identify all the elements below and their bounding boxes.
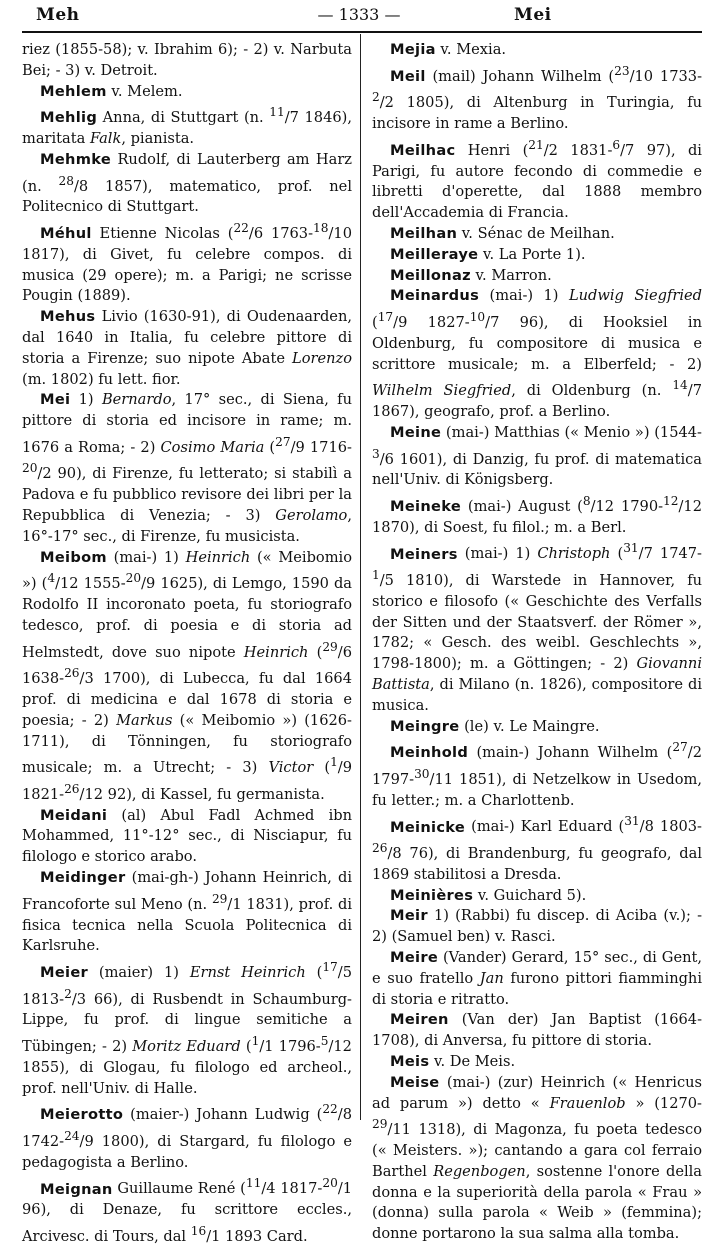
dictionary-entry [22,868,352,957]
page-number: — 1333 — [317,5,401,24]
entry-body: riez (1855-58); v. Ibrahim 6); - 2) v. Narbuta Bei; - 3) v. Detroit. [22,41,352,79]
entry-headword: Meir [390,907,428,925]
dictionary-entry [22,40,352,82]
entry-headword: Mehus [40,308,96,326]
right-column [372,40,702,1245]
dictionary-entry [22,1099,352,1173]
entry-body: v. Melem. [106,82,183,100]
entry-body: (Vander) Gerard, 15° sec., di Gent, e suo fratello Jan furono pittori fiamminghi di storia e ritratto. [372,949,702,1008]
dictionary-entry [22,307,352,390]
header-rule [22,31,702,33]
entry-headword: Meinhold [390,744,469,762]
entry-body: v. De Meis. [429,1053,516,1071]
dictionary-entry [22,548,352,806]
entry-body: (mai-) (zur) Heinrich (« Henricus ad parum ») detto « Frauenlob » (1270-$^{29}$/11 1318), di Magonza, fu poeta tedesco (« Meisters. »); cantando a gara col ferraio Barthel Regenbogen, sostenne l'onore della donna e la superiorità della parola « Frau » (donna) sulla parola « Weib » (femmina); donne portarono la sua salma alla tomba. [372,1073,702,1243]
entry-headword: Meil [390,67,426,85]
dictionary-entry [22,1174,352,1248]
dictionary-entry [22,82,352,103]
dictionary-entry [372,539,702,717]
entry-body: (mai-) Matthias (« Menio ») (1544-$^3$/6 1601), di Danzig, fu prof. di matematica nell'Univ. di Königsberg. [372,423,702,489]
dictionary-entry [372,40,702,61]
dictionary-entry [372,1073,702,1245]
entry-body: (maier) 1) Ernst Heinrich ($^{17}$/5 1813-$^2$/3 66), di Rusbendt in Schaumburg-Lippe, fu prof. di lingue semitiche a Tübingen; - 2) Moritz Eduard ($^1$/1 1796-$^5$/12 1855), di Glogau, fu filologo ed archeol., prof. nell'Univ. di Halle. [22,960,352,1097]
entry-body: Livio (1630-91), di Oudenaarden, dal 1640 in Italia, fu celebre pittore di storia a Firenze; suo nipote Abate Lorenzo (m. 1802) fu lett. fior. [22,308,352,388]
entry-body: (mail) Johann Wilhelm ($^{23}$/10 1733-$^2$/2 1805), di Altenburg in Turingia, fu incisore in rame a Berlino. [372,63,702,133]
page-header [0,0,718,32]
entry-body: Etienne Nicolas ($^{22}$/6 1763-$^{18}$/10 1817), di Givet, fu celebre compos. di musica (29 opere); m. a Parigi; ne scrisse Pougin (1889). [22,221,352,305]
entry-body: v. Guichard 5). [473,886,587,904]
entry-headword: Meise [390,1073,440,1091]
dictionary-entry [372,886,702,907]
entry-headword: Meier [40,963,89,981]
left-column [22,40,352,1248]
entry-body: v. Marron. [470,266,552,284]
entry-body: (Van der) Jan Baptist (1664-1708), di Anversa, fu pittore di storia. [372,1011,702,1050]
entry-headword: Meire [390,949,439,967]
dictionary-entry [372,812,702,886]
entry-headword: Meine [390,423,442,441]
dictionary-entry [22,102,352,149]
entry-headword: Meineke [390,497,462,515]
entry-headword: Meinières [390,886,474,904]
entry-body: (mai-) 1) Heinrich (« Meibomio ») ($^4$/12 1555-$^{20}$/9 1625), di Lemgo, 1590 da Rodolfo II incoronato poeta, fu storiografo tedesco, prof. di poesia e di storia ad Helmstedt, dove suo nipote Heinrich ($^{29}$/6 1638-$^{26}$/3 1700), di Lubecca, fu dal 1664 prof. di medicina e dal 1678 di storia e poesia; - 2) Markus (« Meibomio ») (1626-1711), di Tönningen, fu storiografo musicale; m. a Utrecht; - 3) Victor ($^1$/9 1821-$^{26}$/12 92), di Kassel, fu germanista. [22,548,352,803]
entry-headword: Mehlem [40,82,107,100]
entry-body: 1) (Rabbi) fu discep. di Aciba (v.); - 2) (Samuel ben) v. Rasci. [372,907,702,946]
entry-headword: Meillonaz [390,266,471,284]
entry-headword: Meibom [40,548,107,566]
dictionary-entry [372,224,702,245]
entry-body: (maier-) Johann Ludwig ($^{22}$/8 1742-$^{24}$/9 1800), di Stargard, fu filologo e pedagogista a Berlino. [22,1102,352,1171]
entry-body: (mai-) August ($^8$/12 1790-$^{12}$/12 1870), di Soest, fu filol.; m. a Berl. [372,494,702,536]
entry-body: Guillaume René ($^{11}$/4 1817-$^{20}$/1 96), di Denaze, fu scrittore eccles., Arcivesc. di Tours, dal $^{16}$/1 1893 Card. [22,1176,353,1245]
dictionary-entry [372,266,702,287]
entry-body: v. La Porte 1). [478,245,586,263]
entry-headword: Meinicke [390,818,466,836]
entry-headword: Meis [390,1053,430,1071]
dictionary-entry [22,218,352,307]
entry-body: 1) Bernardo, 17° sec., di Siena, fu pittore di storia ed incisore in rame; m. 1676 a Roma; - 2) Cosimo Maria ($^{27}$/9 1716-$^{20}$/2 90), di Firenze, fu letterato; si stabilì a Padova e fu pubblico revisore dei libri per la Repubblica di Venezia; - 3) Gerolamo, 16°-17° sec., di Firenze, fu musicista. [22,391,352,545]
entry-body: (le) v. Le Maingre. [459,717,600,735]
entry-headword: Mehmke [40,150,112,168]
entry-body: (mai-) 1) Christoph ($^{31}$/7 1747-$^1$/5 1810), di Warstede in Hannover, fu storico e filosofo (« Geschichte des Verfalls der Sitten und der Staatsverf. der Römer », 1782; « Gesch. des weibl. Geschlechts », 1798-1800); m. a Göttingen; - 2) Giovanni Battista, di Milano (n. 1826), compositore di musica. [372,541,702,714]
entry-body: Rudolf, di Lauterberg am Harz (n. $^{28}$/8 1857), matematico, prof. nel Politecnico di Stuttgart. [22,150,352,216]
entry-headword: Mehlig [40,109,98,127]
entry-body: Henri ($^{21}$/2 1831-$^6$/7 97), di Parigi, fu autore fecondo di commedie e libretti d'operette, dal 1888 membro dell'Accademia di Francia. [372,137,702,222]
dictionary-entry [372,948,702,1010]
entry-headword: Meierotto [40,1106,124,1124]
dictionary-entry [22,806,352,868]
dictionary-entry [372,423,702,491]
entry-headword: Meiners [390,545,458,563]
entry-body: (main-) Johann Wilhelm ($^{27}$/2 1797-$^{30}$/11 1851), di Netzelkow in Usedom, fu letter.; m. a Charlottenb. [372,740,702,809]
entry-body: (mai-gh-) Johann Heinrich, di Francoforte sul Meno (n. $^{29}$/1 1831), prof. di fisica tecnica nella Scuola Politecnica di Karlsruhe. [22,869,352,955]
entry-body: (mai-) 1) Ludwig Siegfried ($^{17}$/9 1827-$^{10}$/7 96), di Hooksiel in Oldenburg, fu compositore di musica e scrittore musicale; m. a Elberfeld; - 2) Wilhelm Siegfried, di Oldenburg (n. $^{14}$/7 1867), geografo, prof. a Berlino. [372,287,703,421]
entry-headword: Meidinger [40,869,126,887]
dictionary-entry [372,717,702,738]
entry-headword: Meilhan [390,224,458,242]
running-head-left: Meh [36,5,80,25]
dictionary-entry [372,286,702,423]
dictionary-entry [22,390,352,547]
dictionary-entry [372,491,702,538]
dictionary-entry [372,1010,702,1052]
dictionary-entry [22,150,352,218]
entry-body: Anna, di Stuttgart (n. $^{11}$/7 1846), maritata Falk, pianista. [22,105,352,148]
entry-headword: Meidani [40,806,108,824]
entry-headword: Meilhac [390,141,456,159]
entry-headword: Meignan [40,1180,113,1198]
dictionary-entry [372,135,702,224]
dictionary-entry [22,957,352,1099]
entry-headword: Meingre [390,717,460,735]
entry-body: v. Sénac de Meilhan. [457,224,615,242]
running-head-right: Mei [514,5,552,25]
dictionary-entry [372,245,702,266]
entry-headword: Meiren [390,1011,449,1029]
entry-body: v. Mexia. [435,41,507,58]
entry-body: (al) Abul Fadl Achmed ibn Mohammed, 11°-12° sec., di Nisciapur, fu filologo e storico arabo. [22,806,352,866]
dictionary-entry [372,737,702,811]
entry-body: (mai-) Karl Eduard ($^{31}$/8 1803-$^{26}$/8 76), di Brandenburg, fu geografo, dal 1869 stabilitosi a Dresda. [372,814,702,883]
column-divider [360,34,361,1120]
entry-headword: Mei [40,391,71,409]
entry-headword: Meinardus [390,287,480,305]
dictionary-entry [372,906,702,948]
entry-headword: Mejia [390,41,436,58]
dictionary-entry [372,61,702,135]
entry-headword: Meilleraye [390,245,479,263]
dictionary-entry [372,1052,702,1073]
entry-headword: Méhul [40,224,92,242]
